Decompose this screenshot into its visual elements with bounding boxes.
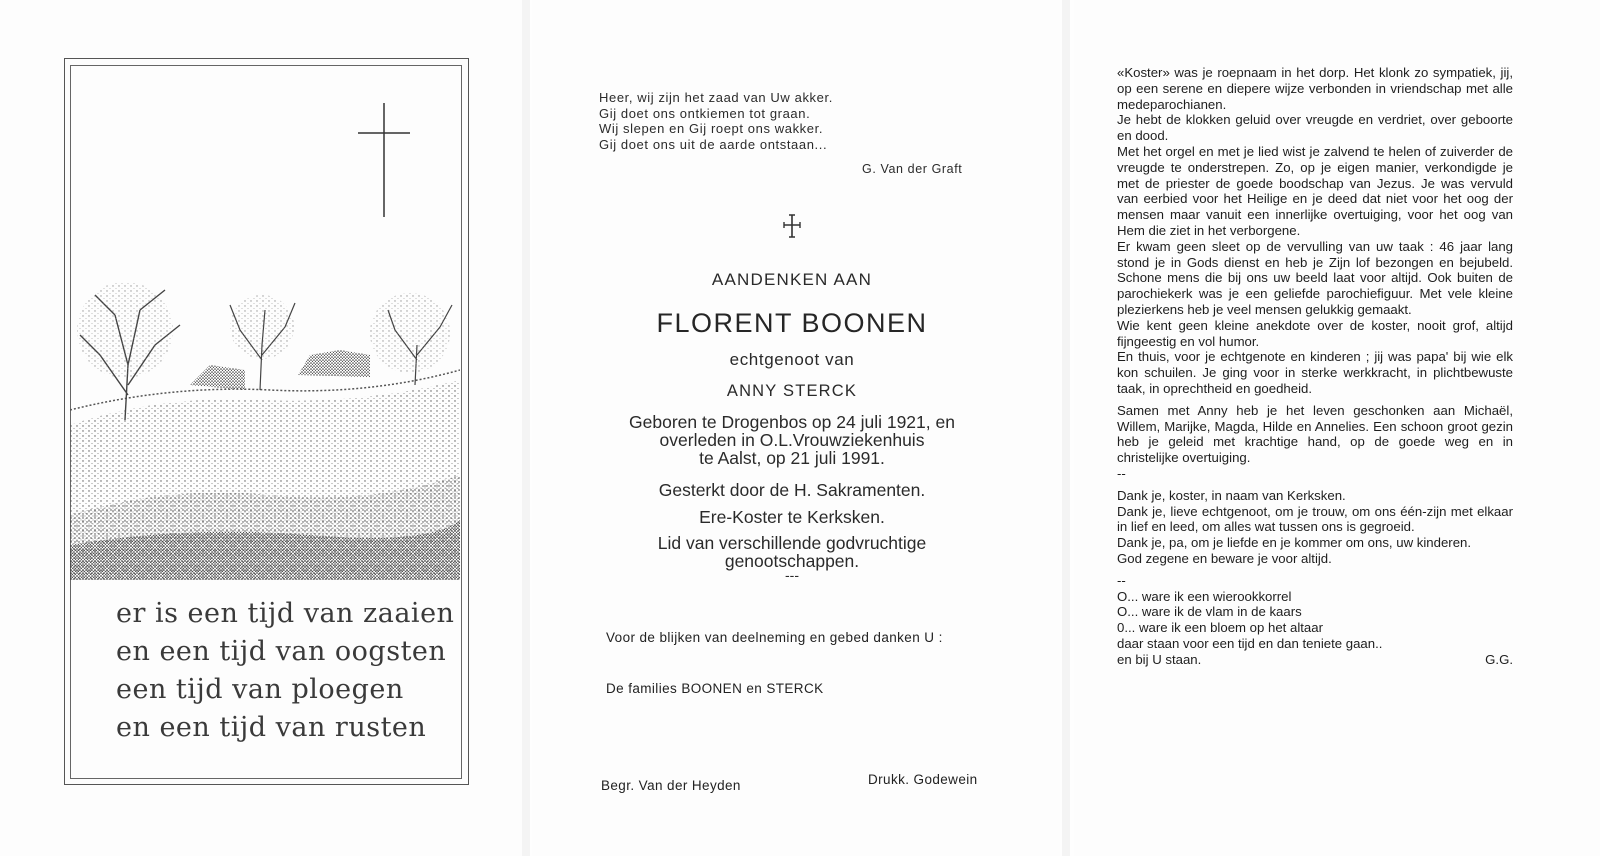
poem-line: Wij slepen en Gij roept ons wakker. — [599, 121, 824, 136]
poem-line: Heer, wij zijn het zaad van Uw akker. — [599, 90, 833, 105]
cross-pattee-icon — [781, 213, 803, 239]
signature-initials: G.G. — [1485, 651, 1513, 667]
tribute-paragraph: «Koster» was je roepnaam in het dorp. Het klonk zo sympatiek, jij, op een serene en diepere wijze verbonden in vriendschap met alle medeparochianen. — [1117, 65, 1513, 112]
spouse-label: echtgenoot van — [729, 350, 855, 369]
membership-line — [562, 534, 1022, 570]
sacraments-line: Gesterkt door de H. Sakramenten. — [658, 480, 926, 500]
verse-line: en een tijd van oogsten — [116, 636, 447, 667]
verse-block — [116, 595, 455, 747]
separator: -- — [1117, 572, 1126, 588]
in-memory-heading: AANDENKEN AAN — [711, 270, 873, 289]
birth-death-details — [562, 413, 1022, 467]
panel-divider — [1062, 0, 1070, 856]
thanks-line: Dank je, koster, in naam van Kerksken. — [1117, 487, 1346, 503]
landscape-illustration — [70, 65, 460, 580]
poem-line: Gij doet ons ontkiemen tot graan. — [599, 105, 811, 121]
prayer-line: O... ware ik een wierookkorrel — [1117, 588, 1292, 604]
families-line: De families BOONEN en STERCK — [606, 681, 824, 696]
cross-icon — [358, 103, 410, 217]
poem-line: Gij doet ons uit de aarde ontstaan... — [599, 136, 828, 152]
printer-credit: Drukk. Godewein — [868, 772, 978, 787]
deceased-name: FLORENT BOONEN — [656, 308, 928, 338]
verse-line: er is een tijd van zaaien — [116, 598, 455, 629]
thanks-line: Dank je, pa, om je liefde en je kommer om ons, uw kinderen. — [1117, 535, 1472, 551]
tribute-paragraph: En thuis, voor je echtgenote en kinderen ; jij was papa' bij wie elk kon schuilen. Je ging voor in sterke werkkracht, in plichtbewuste taak, in oprechtheid en goedheid. — [1117, 349, 1513, 396]
thanks-line: Dank je, lieve echtgenoot, om je trouw, om ons één-zijn met elkaar in lief en leed, om alles wat tussen ons is gegroeid. — [1117, 503, 1513, 535]
spouse-name: ANNY STERCK — [726, 382, 858, 400]
thanks-text: Voor de blijken van deelneming en gebed danken U : — [606, 630, 943, 645]
tribute-paragraph: Er kwam geen sleet op de vervulling van uw taak : 46 jaar lang stond je in Gods dienst en heb je Zijn lof bezongen en bejubeld. Schone mens die bij ons uw beeld laat voor altijd. Ook buiten de parochiekerk was je een geliefde parochiefiguur. Met vele kleine plezierkens heb je veel mensen gelukkig gemaakt. — [1117, 238, 1513, 317]
tribute-paragraph: Samen met Anny heb je het leven geschonken aan Michaël, Willem, Marijke, Magda, Hilde en Annelies. Een schoon groot gezin heb je geleid met krachtige hand, op de goede weg en in christelijke overtuiging. — [1117, 402, 1513, 466]
life-line: Geboren te Drogenbos op 24 juli 1921, en — [629, 412, 955, 432]
role-line: Ere-Koster te Kerksken. — [699, 507, 885, 527]
poem-author: G. Van der Graft — [862, 162, 963, 176]
prayer-line: daar staan voor een tijd en dan teniete gaan.. — [1117, 635, 1383, 651]
tribute-paragraph: Je hebt de klokken geluid over vreugde en verdriet, over geboorte en dood. — [1117, 112, 1513, 144]
tribute-paragraph: Wie kent geen kleine anekdote over de koster, nooit grof, altijd fijngeestig en vol humor. — [1117, 317, 1513, 349]
verse-line: en een tijd van rusten — [116, 712, 427, 743]
tribute-paragraph: Met het orgel en met je lied wist je zalvend te helen of zuiverder de vreugde te onderstrepen. Zo, op je eigen manier, verkondigde je met de priester de goede boodschap van Jezus. Je was vervuld van eerbied voor het Heilige en je deed dat niet voor het oog der mensen maar vanuit een innerlijke overtuiging, voor het oog van Hem die ziet in het verborgene. — [1117, 143, 1513, 238]
verse-line: een tijd van ploegen — [116, 674, 404, 705]
prayer-line: 0... ware ik een bloem op het altaar — [1117, 620, 1323, 636]
separator: -- — [1117, 465, 1126, 481]
life-line: te Aalst, op 21 juli 1991. — [699, 448, 885, 468]
prayer-line: en bij U staan. — [1117, 651, 1202, 667]
member-line: Lid van verschillende godvruchtige — [657, 533, 927, 553]
separator-dashes: --- — [785, 567, 799, 583]
farmhouse — [190, 350, 370, 390]
undertaker-credit: Begr. Van der Heyden — [601, 778, 741, 793]
panel-divider — [522, 0, 530, 856]
thanks-line: God zegene en beware je voor altijd. — [1117, 550, 1332, 566]
member-line: genootschappen. — [724, 551, 860, 571]
life-line: overleden in O.L.Vrouwziekenhuis — [659, 430, 925, 450]
prayer-line: O... ware ik de vlam in de kaars — [1117, 604, 1302, 620]
prayer-final-line — [1117, 652, 1513, 668]
opening-poem — [599, 90, 833, 152]
tribute-text — [1117, 65, 1513, 667]
